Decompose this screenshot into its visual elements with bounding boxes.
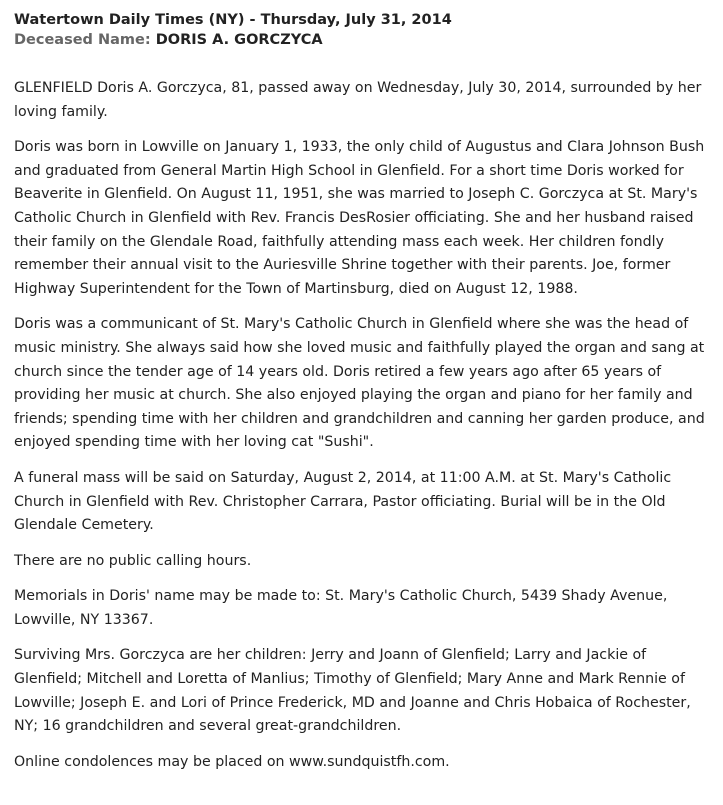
publication-title: Watertown Daily Times (NY) - Thursday, July 31, 2014 xyxy=(14,12,452,28)
deceased-name-line xyxy=(14,30,714,50)
obituary-body xyxy=(14,77,714,774)
paragraph-biography: Doris was born in Lowville on January 1, 1933, the only child of Augustus and Clara Johnson Bush and graduated from General Martin High School in Glenfield. For a short time Doris worked for Beaverite in Glenfield. On August 11, 1951, she was married to Joseph C. Gorczyca at St. Mary's Catholic Church in Glenfield with Rev. Francis DesRosier officiating. She and her husband raised their family on the Glendale Road, faithfully attending mass each week. Her children fondly remember their annual visit to the Auriesville Shrine together with their parents. Joe, former Highway Superintendent for the Town of Martinsburg, died on August 12, 1988. xyxy=(14,139,705,297)
paragraph-condolences: Online condolences may be placed on www.sundquistfh.com. xyxy=(14,753,450,770)
paragraph-survivors: Surviving Mrs. Gorczyca are her children: Jerry and Joann of Glenfield; Larry and Jackie of Glenfield; Mitchell and Loretta of Manlius; Timothy of Glenfield; Mary Anne and Mark Rennie of Lowville; Joseph E. and Lori of Prince Frederick, MD and Joanne and Chris Hobaica of Rochester, NY; 16 grandchildren and several great-grandchildren. xyxy=(14,647,691,735)
paragraph-music-ministry: Doris was a communicant of St. Mary's Catholic Church in Glenfield where she was the head of music ministry. She always said how she loved music and faithfully played the organ and sang at church since the tender age of 14 years old. Doris retired a few years ago after 65 years of providing her music at church. She also enjoyed playing the organ and piano for her family and friends; spending time with her children and grandchildren and canning her garden produce, and enjoyed spending time with her loving cat "Sushi". xyxy=(14,316,705,451)
paragraph-calling-hours: There are no public calling hours. xyxy=(14,552,252,569)
paragraph-memorials: Memorials in Doris' name may be made to: St. Mary's Catholic Church, 5439 Shady Avenue, Lowville, NY 13367. xyxy=(14,588,668,628)
paragraph-intro: GLENFIELD Doris A. Gorczyca, 81, passed away on Wednesday, July 30, 2014, surrounded by her loving family. xyxy=(14,80,702,120)
paragraph-funeral-mass: A funeral mass will be said on Saturday, August 2, 2014, at 11:00 A.M. at St. Mary's Catholic Church in Glenfield with Rev. Christopher Carrara, Pastor officiating. Burial will be in the Old Glendale Cemetery. xyxy=(14,469,672,534)
deceased-name-label: Deceased Name: xyxy=(14,32,151,48)
deceased-name: DORIS A. GORCZYCA xyxy=(155,32,323,48)
